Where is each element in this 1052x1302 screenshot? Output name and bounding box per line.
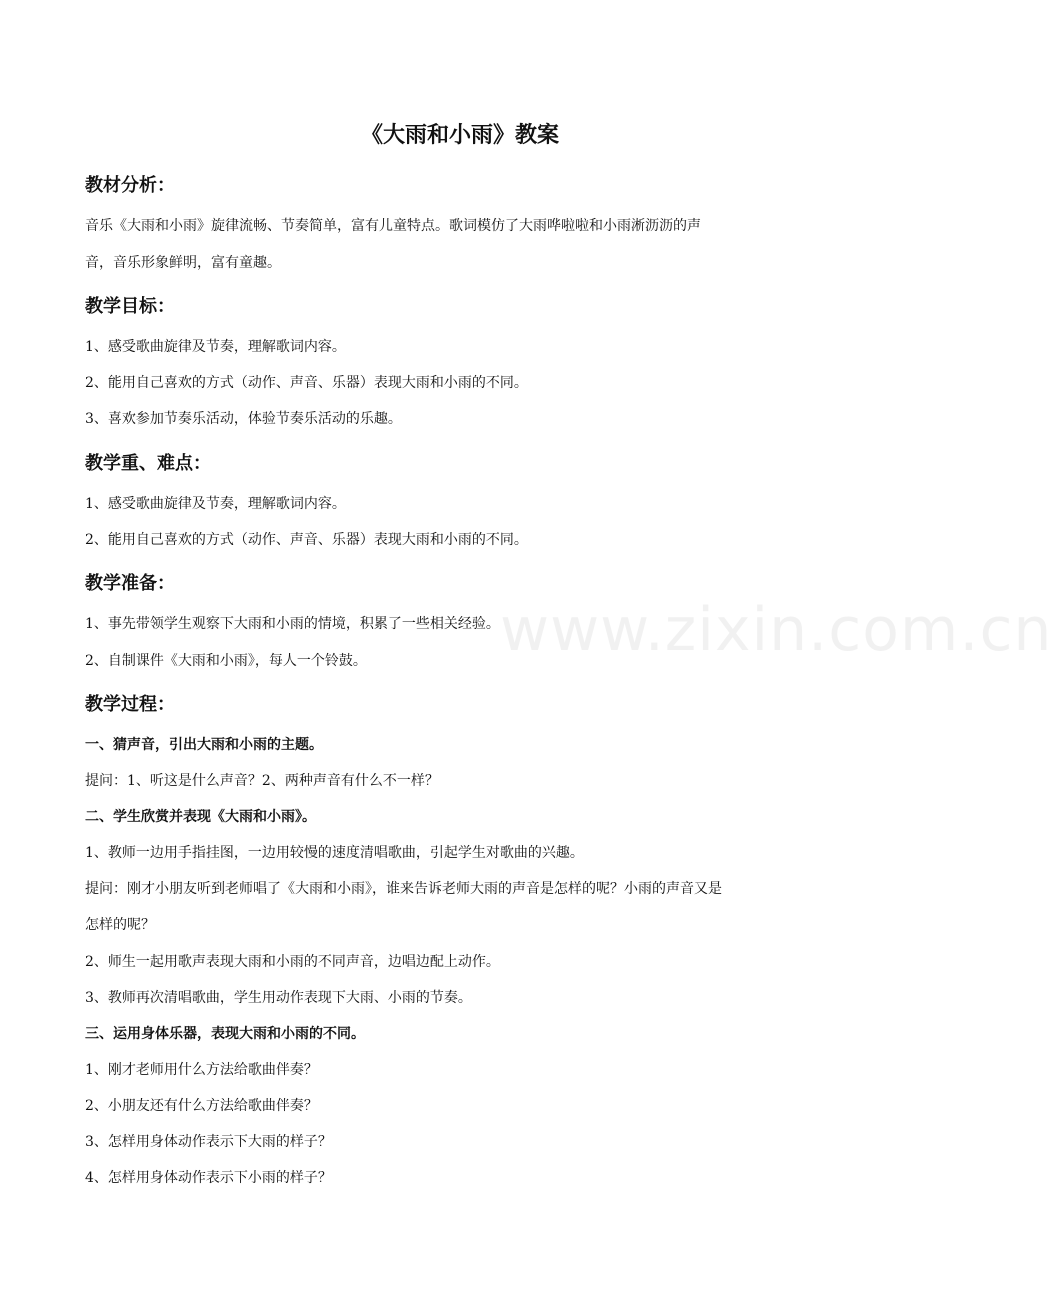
heading-analysis: 教材分析：	[85, 175, 175, 196]
document-title: 《大雨和小雨》教案	[360, 123, 559, 148]
heading-keypoints: 教学重、难点：	[85, 453, 211, 474]
process-line: 2、小朋友还有什么方法给歌曲伴奏？	[85, 1098, 318, 1114]
preparation-item: 1、事先带领学生观察下大雨和小雨的情境，积累了一些相关经验。	[85, 616, 500, 632]
goal-item: 1、感受歌曲旋律及节奏，理解歌词内容。	[85, 339, 346, 355]
preparation-item: 2、自制课件《大雨和小雨》，每人一个铃鼓。	[85, 653, 367, 669]
process-line: 3、教师再次清唱歌曲，学生用动作表现下大雨、小雨的节奏。	[85, 990, 472, 1006]
process-line: 3、怎样用身体动作表示下大雨的样子？	[85, 1134, 332, 1150]
process-line: 提问：1、听这是什么声音？2、两种声音有什么不一样？	[85, 773, 439, 789]
process-line: 4、怎样用身体动作表示下小雨的样子？	[85, 1170, 332, 1186]
process-line: 2、师生一起用歌声表现大雨和小雨的不同声音，边唱边配上动作。	[85, 954, 500, 970]
keypoint-item: 1、感受歌曲旋律及节奏，理解歌词内容。	[85, 496, 346, 512]
analysis-line: 音乐《大雨和小雨》旋律流畅、节奏简单，富有儿童特点。歌词模仿了大雨哗啦啦和小雨淅沥沥的声	[85, 218, 701, 234]
process-line: 怎样的呢？	[85, 917, 155, 933]
process-part2-title: 二、学生欣赏并表现《大雨和小雨》。	[85, 809, 316, 825]
process-line: 1、教师一边用手指挂图，一边用较慢的速度清唱歌曲，引起学生对歌曲的兴趣。	[85, 845, 584, 861]
process-line: 1、刚才老师用什么方法给歌曲伴奏？	[85, 1062, 318, 1078]
process-part1-title: 一、猜声音，引出大雨和小雨的主题。	[85, 737, 323, 753]
goal-item: 2、能用自己喜欢的方式（动作、声音、乐器）表现大雨和小雨的不同。	[85, 375, 528, 391]
analysis-line: 音，音乐形象鲜明，富有童趣。	[85, 255, 281, 271]
heading-goals: 教学目标：	[85, 296, 175, 317]
goal-item: 3、喜欢参加节奏乐活动，体验节奏乐活动的乐趣。	[85, 411, 402, 427]
heading-preparation: 教学准备：	[85, 573, 175, 594]
keypoint-item: 2、能用自己喜欢的方式（动作、声音、乐器）表现大雨和小雨的不同。	[85, 532, 528, 548]
heading-process: 教学过程：	[85, 694, 175, 715]
watermark: www.zixin.com.cn	[500, 595, 1052, 665]
process-part3-title: 三、运用身体乐器，表现大雨和小雨的不同。	[85, 1026, 365, 1042]
process-line: 提问：刚才小朋友听到老师唱了《大雨和小雨》，谁来告诉老师大雨的声音是怎样的呢？小雨的声音又是	[85, 881, 722, 897]
